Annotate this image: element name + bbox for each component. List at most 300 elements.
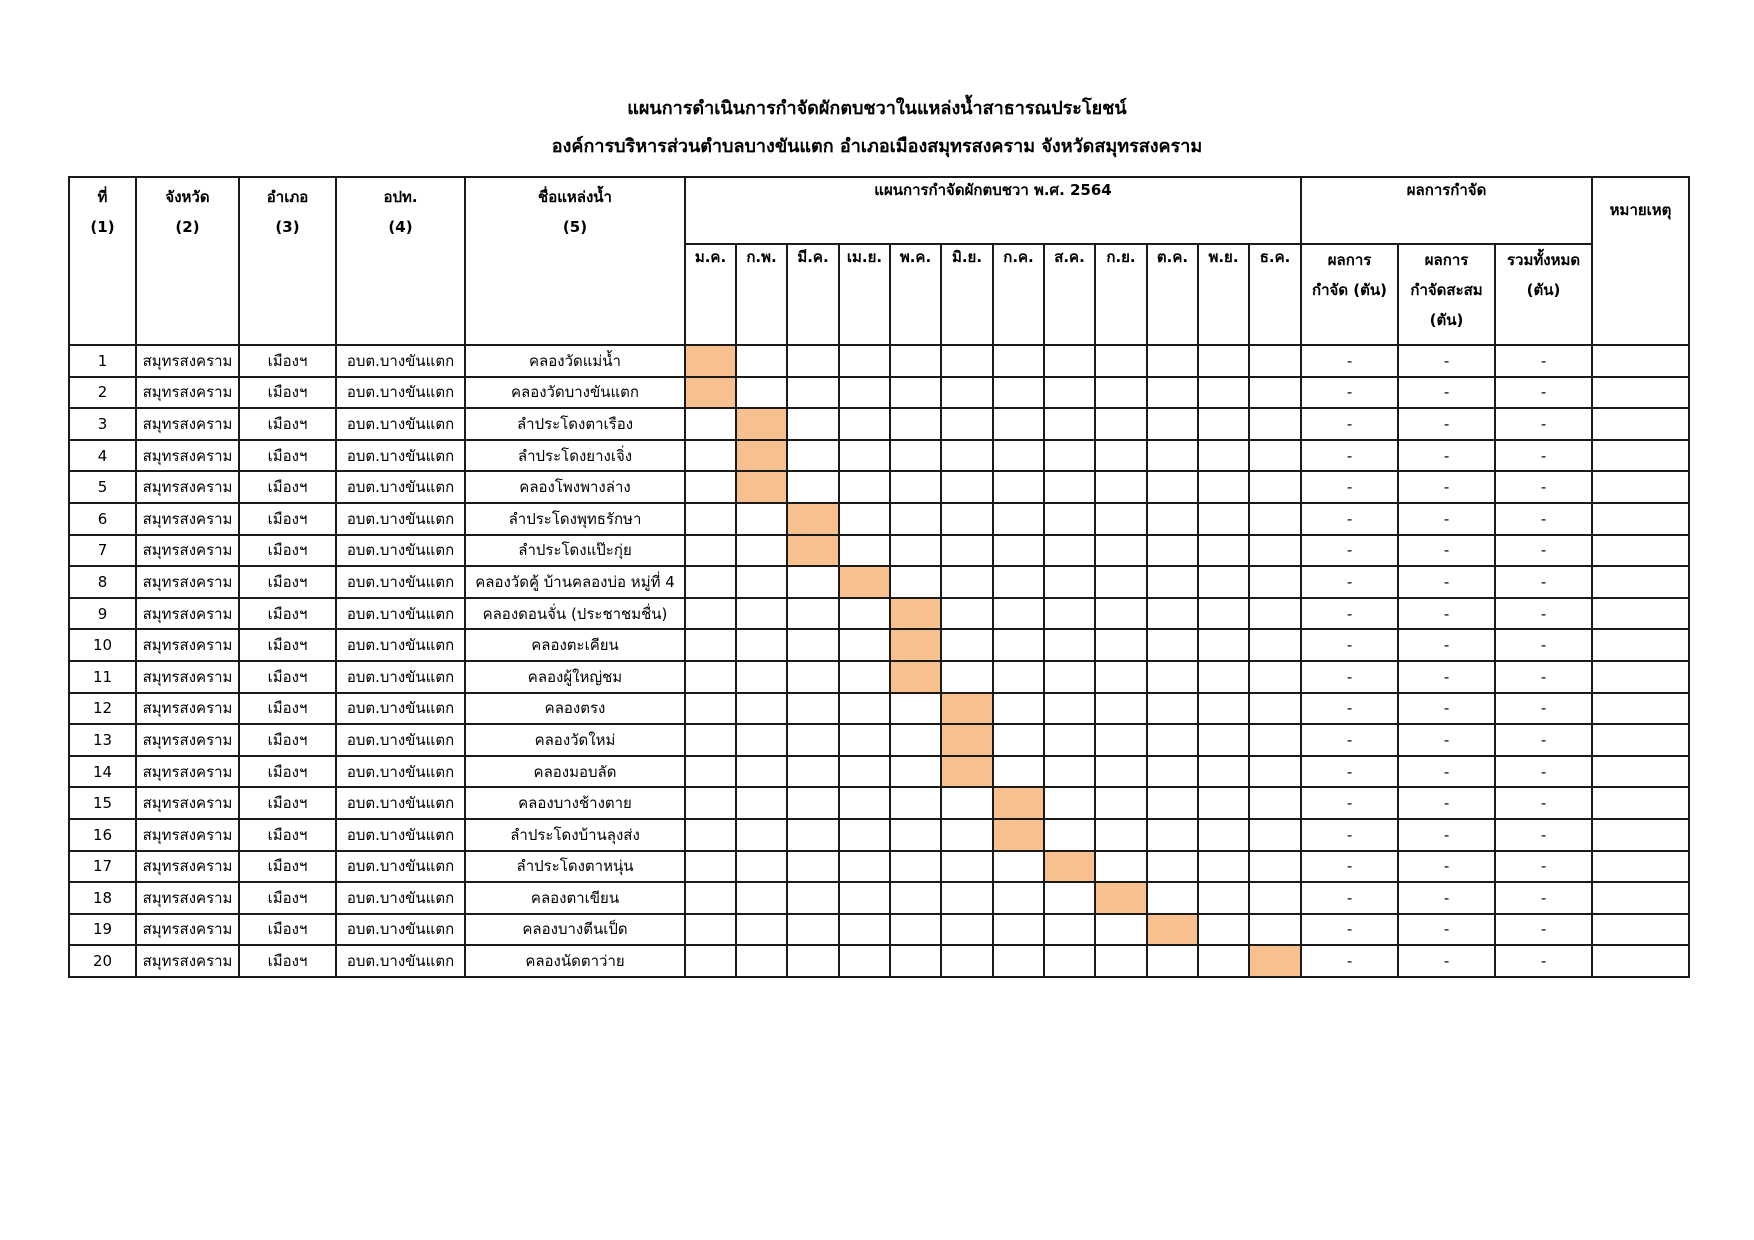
- cell-district: เมืองฯ: [239, 787, 336, 819]
- month-cell: [1249, 598, 1301, 630]
- month-header: ก.ค.: [993, 244, 1044, 345]
- table-row: [69, 945, 1689, 977]
- month-cell: [685, 851, 736, 883]
- cell-province: สมุทรสงคราม: [136, 819, 239, 851]
- cell-result-amount: -: [1301, 851, 1398, 883]
- month-cell: [685, 408, 736, 440]
- month-cell-scheduled: [685, 377, 736, 409]
- month-cell: [685, 787, 736, 819]
- cell-result-total: -: [1495, 535, 1592, 567]
- cell-no: 3: [69, 408, 136, 440]
- cell-water-source: คลองตาเขียน: [465, 882, 685, 914]
- cell-no: 8: [69, 566, 136, 598]
- header-no: ที่ (1): [69, 177, 136, 345]
- cell-lao: อบต.บางขันแตก: [336, 724, 465, 756]
- cell-remark: [1592, 756, 1689, 788]
- cell-district: เมืองฯ: [239, 882, 336, 914]
- cell-lao: อบต.บางขันแตก: [336, 819, 465, 851]
- cell-result-total: -: [1495, 408, 1592, 440]
- month-cell: [1198, 535, 1249, 567]
- table-row: [69, 882, 1689, 914]
- month-cell: [1198, 693, 1249, 725]
- month-cell: [1249, 787, 1301, 819]
- cell-result-total: -: [1495, 377, 1592, 409]
- cell-remark: [1592, 377, 1689, 409]
- month-cell: [1147, 535, 1198, 567]
- month-cell: [1044, 787, 1095, 819]
- cell-result-cumulative: -: [1398, 787, 1495, 819]
- cell-result-total: -: [1495, 598, 1592, 630]
- month-cell: [993, 598, 1044, 630]
- month-cell: [685, 629, 736, 661]
- cell-lao: อบต.บางขันแตก: [336, 756, 465, 788]
- month-cell: [685, 945, 736, 977]
- cell-water-source: คลองตะเคียน: [465, 629, 685, 661]
- header-province: จังหวัด (2): [136, 177, 239, 345]
- cell-result-total: -: [1495, 471, 1592, 503]
- month-cell: [1044, 819, 1095, 851]
- cell-water-source: คลองตรง: [465, 693, 685, 725]
- cell-result-cumulative: -: [1398, 661, 1495, 693]
- month-cell: [787, 882, 839, 914]
- month-cell: [993, 345, 1044, 377]
- month-cell: [1095, 724, 1147, 756]
- cell-water-source: คลองนัดตาว่าย: [465, 945, 685, 977]
- table-row: [69, 629, 1689, 661]
- cell-province: สมุทรสงคราม: [136, 503, 239, 535]
- month-header: ส.ค.: [1044, 244, 1095, 345]
- month-cell: [787, 471, 839, 503]
- cell-lao: อบต.บางขันแตก: [336, 503, 465, 535]
- month-cell: [1147, 629, 1198, 661]
- cell-district: เมืองฯ: [239, 851, 336, 883]
- month-cell: [890, 756, 941, 788]
- month-cell: [1147, 693, 1198, 725]
- month-cell: [736, 598, 787, 630]
- month-cell: [1249, 471, 1301, 503]
- month-cell: [839, 345, 890, 377]
- month-header: ก.พ.: [736, 244, 787, 345]
- cell-result-cumulative: -: [1398, 503, 1495, 535]
- month-cell: [941, 598, 993, 630]
- month-cell: [1249, 377, 1301, 409]
- month-cell: [993, 503, 1044, 535]
- month-cell-scheduled: [736, 440, 787, 472]
- cell-remark: [1592, 345, 1689, 377]
- month-cell: [890, 535, 941, 567]
- cell-no: 20: [69, 945, 136, 977]
- month-cell: [1044, 377, 1095, 409]
- cell-result-amount: -: [1301, 345, 1398, 377]
- month-cell: [736, 693, 787, 725]
- month-cell: [1249, 566, 1301, 598]
- month-cell: [736, 882, 787, 914]
- header-plan: แผนการกำจัดผักตบชวา พ.ศ. 2564: [685, 177, 1301, 244]
- month-cell: [1095, 566, 1147, 598]
- cell-district: เมืองฯ: [239, 693, 336, 725]
- month-cell: [1198, 345, 1249, 377]
- month-cell: [1095, 629, 1147, 661]
- month-cell: [1198, 566, 1249, 598]
- month-cell: [993, 471, 1044, 503]
- table-row: [69, 914, 1689, 946]
- month-cell: [685, 503, 736, 535]
- month-cell-scheduled: [1147, 914, 1198, 946]
- month-cell: [1198, 408, 1249, 440]
- month-cell: [1044, 914, 1095, 946]
- document-subtitle: องค์การบริหารส่วนตำบลบางขันแตก อำเภอเมืองสมุทรสงคราม จังหวัดสมุทรสงคราม: [551, 136, 1203, 157]
- cell-district: เมืองฯ: [239, 914, 336, 946]
- table-row: [69, 503, 1689, 535]
- cell-water-source: คลองดอนจั่น (ประชาชมชื่น): [465, 598, 685, 630]
- cell-water-source: ลำประโดงตาเรือง: [465, 408, 685, 440]
- month-cell: [839, 440, 890, 472]
- month-cell: [839, 661, 890, 693]
- table-row: [69, 851, 1689, 883]
- month-cell: [685, 598, 736, 630]
- month-cell: [685, 661, 736, 693]
- cell-remark: [1592, 503, 1689, 535]
- month-cell: [736, 566, 787, 598]
- cell-remark: [1592, 566, 1689, 598]
- cell-result-cumulative: -: [1398, 408, 1495, 440]
- cell-result-amount: -: [1301, 535, 1398, 567]
- cell-province: สมุทรสงคราม: [136, 693, 239, 725]
- month-cell: [1044, 503, 1095, 535]
- month-cell: [941, 661, 993, 693]
- month-cell: [1147, 851, 1198, 883]
- month-cell: [890, 851, 941, 883]
- month-cell: [941, 945, 993, 977]
- cell-province: สมุทรสงคราม: [136, 661, 239, 693]
- cell-result-cumulative: -: [1398, 945, 1495, 977]
- cell-province: สมุทรสงคราม: [136, 345, 239, 377]
- cell-province: สมุทรสงคราม: [136, 787, 239, 819]
- table-row: [69, 693, 1689, 725]
- month-cell: [787, 693, 839, 725]
- month-cell: [1147, 756, 1198, 788]
- month-cell-scheduled: [941, 756, 993, 788]
- month-cell: [1095, 819, 1147, 851]
- month-cell: [1095, 661, 1147, 693]
- month-cell: [685, 566, 736, 598]
- cell-water-source: คลองวัดใหม่: [465, 724, 685, 756]
- month-cell: [993, 945, 1044, 977]
- month-cell: [736, 945, 787, 977]
- header-remark: หมายเหตุ: [1592, 177, 1689, 345]
- cell-water-source: คลองวัดแม่น้ำ: [465, 345, 685, 377]
- month-cell: [1198, 598, 1249, 630]
- month-cell: [993, 851, 1044, 883]
- cell-result-cumulative: -: [1398, 440, 1495, 472]
- cell-district: เมืองฯ: [239, 756, 336, 788]
- month-cell: [1044, 471, 1095, 503]
- cell-lao: อบต.บางขันแตก: [336, 377, 465, 409]
- month-cell: [736, 345, 787, 377]
- table-row: [69, 471, 1689, 503]
- month-cell: [736, 535, 787, 567]
- month-cell: [839, 819, 890, 851]
- month-cell: [1147, 377, 1198, 409]
- cell-result-cumulative: -: [1398, 819, 1495, 851]
- month-cell: [839, 945, 890, 977]
- month-cell: [787, 724, 839, 756]
- month-cell: [787, 819, 839, 851]
- cell-result-amount: -: [1301, 787, 1398, 819]
- month-cell-scheduled: [890, 629, 941, 661]
- cell-result-total: -: [1495, 629, 1592, 661]
- month-cell: [736, 661, 787, 693]
- plan-table-body: [69, 345, 1689, 977]
- cell-result-total: -: [1495, 851, 1592, 883]
- cell-result-amount: -: [1301, 882, 1398, 914]
- month-cell: [685, 471, 736, 503]
- cell-result-amount: -: [1301, 377, 1398, 409]
- cell-lao: อบต.บางขันแตก: [336, 345, 465, 377]
- month-cell-scheduled: [787, 535, 839, 567]
- month-cell: [685, 756, 736, 788]
- month-cell: [787, 598, 839, 630]
- month-cell: [1249, 724, 1301, 756]
- month-cell: [890, 882, 941, 914]
- cell-remark: [1592, 882, 1689, 914]
- month-cell: [1198, 882, 1249, 914]
- cell-lao: อบต.บางขันแตก: [336, 408, 465, 440]
- month-cell: [890, 377, 941, 409]
- cell-no: 6: [69, 503, 136, 535]
- cell-result-cumulative: -: [1398, 471, 1495, 503]
- month-cell: [685, 724, 736, 756]
- month-cell: [1095, 756, 1147, 788]
- month-cell-scheduled: [941, 724, 993, 756]
- month-cell: [685, 914, 736, 946]
- header-result-total: รวมทั้งหมด (ตัน): [1495, 244, 1592, 345]
- month-cell: [993, 724, 1044, 756]
- cell-no: 9: [69, 598, 136, 630]
- month-cell: [685, 693, 736, 725]
- cell-result-amount: -: [1301, 566, 1398, 598]
- month-cell: [1147, 408, 1198, 440]
- month-cell: [1198, 377, 1249, 409]
- month-cell-scheduled: [993, 819, 1044, 851]
- month-cell: [993, 408, 1044, 440]
- cell-no: 18: [69, 882, 136, 914]
- month-cell: [1095, 408, 1147, 440]
- cell-lao: อบต.บางขันแตก: [336, 851, 465, 883]
- month-cell: [787, 787, 839, 819]
- month-cell: [787, 377, 839, 409]
- cell-province: สมุทรสงคราม: [136, 440, 239, 472]
- cell-lao: อบต.บางขันแตก: [336, 535, 465, 567]
- month-cell: [787, 914, 839, 946]
- cell-remark: [1592, 440, 1689, 472]
- month-cell: [1249, 345, 1301, 377]
- month-cell: [1198, 440, 1249, 472]
- month-cell-scheduled: [890, 598, 941, 630]
- cell-result-total: -: [1495, 819, 1592, 851]
- month-cell-scheduled: [787, 503, 839, 535]
- month-cell: [1044, 598, 1095, 630]
- month-header: พ.ย.: [1198, 244, 1249, 345]
- cell-result-amount: -: [1301, 471, 1398, 503]
- month-cell: [839, 503, 890, 535]
- month-cell: [890, 724, 941, 756]
- month-cell: [941, 408, 993, 440]
- month-cell: [1147, 819, 1198, 851]
- month-cell: [890, 945, 941, 977]
- cell-province: สมุทรสงคราม: [136, 629, 239, 661]
- month-header: ต.ค.: [1147, 244, 1198, 345]
- cell-district: เมืองฯ: [239, 724, 336, 756]
- cell-province: สมุทรสงคราม: [136, 882, 239, 914]
- header-result-cumulative: ผลการ กำจัดสะสม (ตัน): [1398, 244, 1495, 345]
- cell-province: สมุทรสงคราม: [136, 566, 239, 598]
- cell-lao: อบต.บางขันแตก: [336, 914, 465, 946]
- month-cell: [839, 851, 890, 883]
- cell-result-total: -: [1495, 345, 1592, 377]
- month-cell: [1198, 914, 1249, 946]
- cell-result-cumulative: -: [1398, 566, 1495, 598]
- month-cell: [1095, 693, 1147, 725]
- cell-district: เมืองฯ: [239, 629, 336, 661]
- cell-lao: อบต.บางขันแตก: [336, 693, 465, 725]
- cell-remark: [1592, 535, 1689, 567]
- month-cell: [993, 629, 1044, 661]
- month-cell: [941, 440, 993, 472]
- month-cell: [1147, 945, 1198, 977]
- month-cell: [1198, 945, 1249, 977]
- cell-lao: อบต.บางขันแตก: [336, 882, 465, 914]
- month-cell: [1198, 724, 1249, 756]
- month-cell: [993, 566, 1044, 598]
- month-cell: [941, 882, 993, 914]
- cell-remark: [1592, 945, 1689, 977]
- cell-result-cumulative: -: [1398, 756, 1495, 788]
- month-cell: [787, 945, 839, 977]
- table-row: [69, 345, 1689, 377]
- month-cell: [839, 377, 890, 409]
- month-cell-scheduled: [685, 345, 736, 377]
- month-cell: [1095, 377, 1147, 409]
- month-cell: [1249, 629, 1301, 661]
- cell-result-amount: -: [1301, 503, 1398, 535]
- month-cell: [1198, 819, 1249, 851]
- month-cell: [941, 851, 993, 883]
- month-cell: [1044, 345, 1095, 377]
- month-cell: [787, 566, 839, 598]
- cell-district: เมืองฯ: [239, 598, 336, 630]
- month-cell: [941, 787, 993, 819]
- month-cell: [787, 661, 839, 693]
- cell-district: เมืองฯ: [239, 471, 336, 503]
- month-cell: [1249, 535, 1301, 567]
- month-cell: [1198, 503, 1249, 535]
- month-cell: [1147, 598, 1198, 630]
- cell-no: 10: [69, 629, 136, 661]
- month-cell: [685, 819, 736, 851]
- cell-result-total: -: [1495, 693, 1592, 725]
- cell-result-amount: -: [1301, 598, 1398, 630]
- table-row: [69, 724, 1689, 756]
- month-cell: [1249, 693, 1301, 725]
- month-cell: [1095, 945, 1147, 977]
- table-row: [69, 598, 1689, 630]
- month-cell: [1249, 756, 1301, 788]
- cell-no: 12: [69, 693, 136, 725]
- month-cell: [787, 345, 839, 377]
- month-cell: [1095, 535, 1147, 567]
- header-result-amount: ผลการ กำจัด (ตัน): [1301, 244, 1398, 345]
- month-cell: [787, 440, 839, 472]
- cell-result-cumulative: -: [1398, 851, 1495, 883]
- cell-district: เมืองฯ: [239, 819, 336, 851]
- month-cell-scheduled: [941, 693, 993, 725]
- month-cell: [890, 345, 941, 377]
- table-row: [69, 377, 1689, 409]
- cell-result-cumulative: -: [1398, 345, 1495, 377]
- cell-result-cumulative: -: [1398, 629, 1495, 661]
- month-header: มิ.ย.: [941, 244, 993, 345]
- cell-result-cumulative: -: [1398, 724, 1495, 756]
- month-cell: [890, 787, 941, 819]
- cell-result-total: -: [1495, 440, 1592, 472]
- month-cell: [941, 345, 993, 377]
- cell-result-amount: -: [1301, 756, 1398, 788]
- month-cell: [839, 882, 890, 914]
- month-cell-scheduled: [993, 787, 1044, 819]
- header-water-source: ชื่อแหล่งน้ำ (5): [465, 177, 685, 345]
- month-cell: [1044, 756, 1095, 788]
- month-cell: [839, 598, 890, 630]
- month-cell: [787, 408, 839, 440]
- month-header: ธ.ค.: [1249, 244, 1301, 345]
- cell-water-source: ลำประโดงแป๊ะกุ่ย: [465, 535, 685, 567]
- month-header: พ.ค.: [890, 244, 941, 345]
- month-cell: [941, 535, 993, 567]
- header-result: ผลการกำจัด: [1301, 177, 1592, 244]
- month-cell: [941, 914, 993, 946]
- cell-water-source: ลำประโดงพุทธรักษา: [465, 503, 685, 535]
- cell-no: 2: [69, 377, 136, 409]
- month-cell-scheduled: [736, 408, 787, 440]
- month-cell: [736, 819, 787, 851]
- month-cell: [685, 440, 736, 472]
- cell-no: 19: [69, 914, 136, 946]
- month-cell: [993, 914, 1044, 946]
- month-cell: [890, 693, 941, 725]
- month-cell: [993, 661, 1044, 693]
- month-cell-scheduled: [1095, 882, 1147, 914]
- cell-result-cumulative: -: [1398, 377, 1495, 409]
- month-cell: [839, 535, 890, 567]
- month-cell: [787, 629, 839, 661]
- cell-no: 1: [69, 345, 136, 377]
- cell-district: เมืองฯ: [239, 661, 336, 693]
- cell-water-source: คลองวัดบางขันแตก: [465, 377, 685, 409]
- cell-water-source: คลองวัดคู้ บ้านคลองบ่อ หมู่ที่ 4: [465, 566, 685, 598]
- month-cell: [1249, 440, 1301, 472]
- month-cell: [839, 629, 890, 661]
- month-cell: [1095, 598, 1147, 630]
- month-cell: [1249, 408, 1301, 440]
- cell-result-amount: -: [1301, 724, 1398, 756]
- cell-result-total: -: [1495, 566, 1592, 598]
- cell-result-amount: -: [1301, 629, 1398, 661]
- cell-water-source: คลองผู้ใหญ่ชม: [465, 661, 685, 693]
- month-cell: [1198, 629, 1249, 661]
- table-row: [69, 440, 1689, 472]
- table-row: [69, 819, 1689, 851]
